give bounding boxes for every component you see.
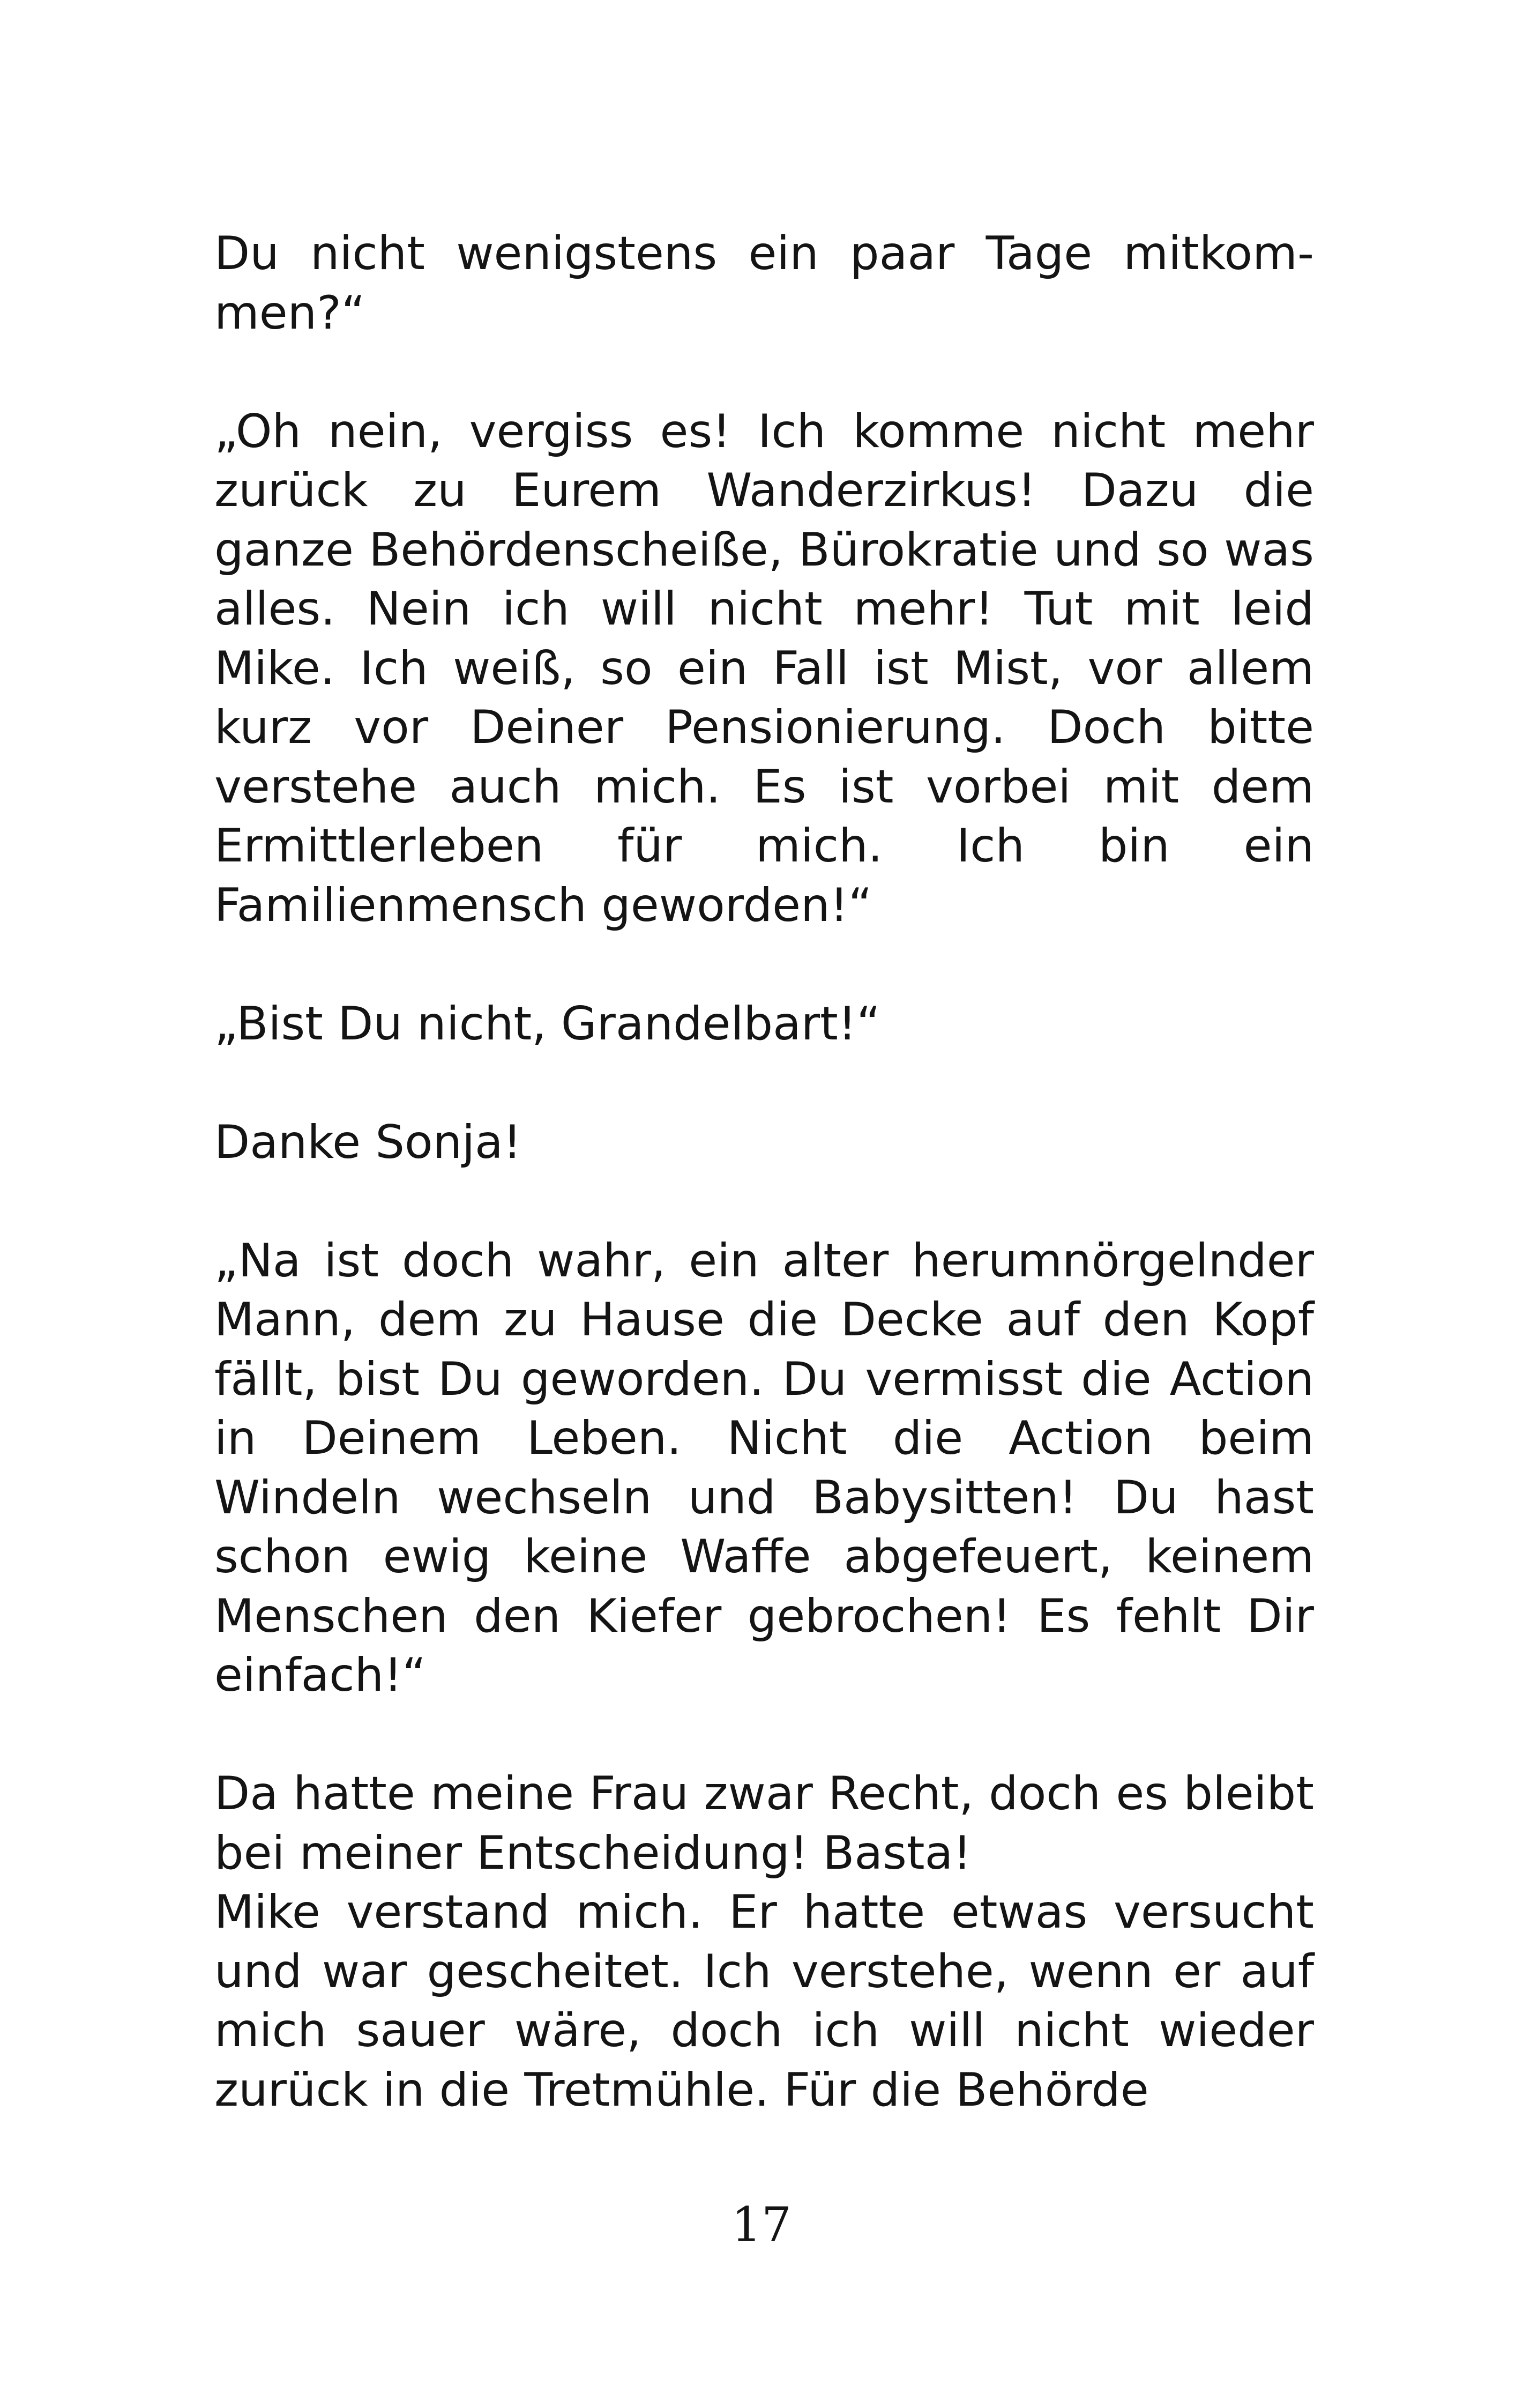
paragraph-4: Danke Sonja! [214,1115,522,1169]
paragraph-2: „Oh nein, vergiss es! Ich komme nicht mehr zurück zu Eurem Wanderzirkus! Dazu die ganze Behördenscheiße, Bürokratie und so was alles. Nein ich will nicht mehr! Tut mit leid Mike. Ich weiß, so ein Fall ist Mist, vor allem kurz vor Deiner Pensionierung. Doch bitte verstehe auch mich. Es ist vorbei mit dem Ermittlerleben für mich. Ich bin ein Familienmensch geworden!“ [214,404,1314,932]
body-text [214,224,1314,2120]
paragraph-3: „Bist Du nicht, Grandelbart!“ [214,997,880,1051]
paragraph-7: Mike verstand mich. Er hatte etwas versucht und war gescheitet. Ich verstehe, wenn er auf mich sauer wäre, doch ich will nicht wieder zurück in die Tretmühle. Für die Behörde [214,1885,1314,2117]
paragraph-5: „Na ist doch wahr, ein alter herumnörgelnder Mann, dem zu Hause die Decke auf den Kopf fällt, bist Du geworden. Du vermisst die Action in Deinem Leben. Nicht die Action beim Windeln wechseln und Babysitten! Du hast schon ewig keine Waffe abgefeuert, keinem Menschen den Kiefer gebrochen! Es fehlt Dir einfach!“ [214,1233,1314,1702]
page-number: 17 [731,2197,792,2252]
paragraph-6: Da hatte meine Frau zwar Recht, doch es bleibt bei meiner Entscheidung! Basta! [214,1767,1314,1880]
paragraph-1: Du nicht wenigstens ein paar Tage mitkommen?“ [214,227,1314,340]
